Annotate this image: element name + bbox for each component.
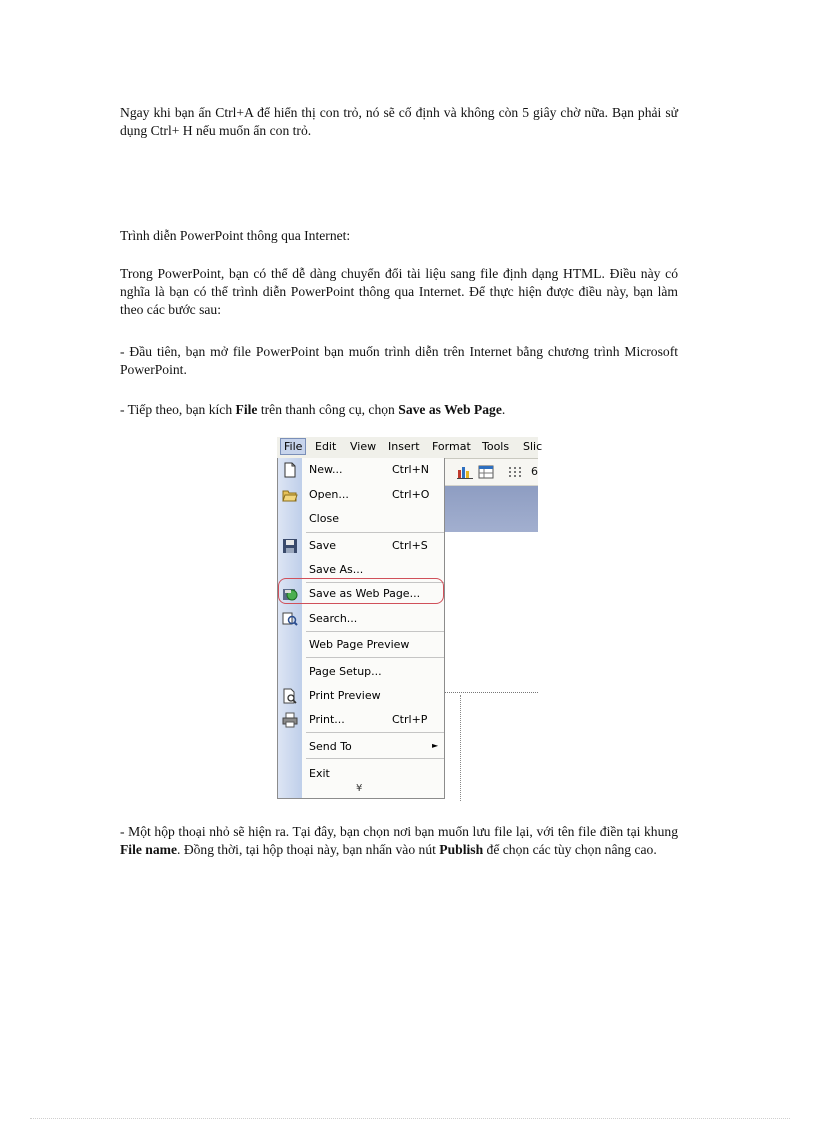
menu-item-save[interactable] [278,535,444,557]
menu-item-label: Open... [309,488,349,501]
slide-placeholder-border [445,692,538,693]
file-menu-screenshot [277,437,543,801]
paragraph-intro: Trong PowerPoint, bạn có thể dễ dàng chuyển đổi tài liệu sang file định dạng HTML. Điều này có nghĩa là bạn có thể trình diễn PowerPoint thông qua Internet. Để thực hiện được điều này, bạn làm theo các bước sau: [120,266,678,317]
menu-item-label: Search... [309,612,358,625]
menu-separator [306,732,444,733]
submenu-arrow-icon: ► [432,741,439,750]
save-as-web-page-highlight [278,578,444,604]
menu-item-web-page-preview[interactable] [278,634,444,656]
print-preview-icon [282,688,298,704]
page-bottom-edge [30,1118,790,1119]
expand-menu-chevron-icon[interactable]: ¥ [356,783,363,794]
menu-item-print-preview[interactable] [278,685,444,707]
menu-edit[interactable]: Edit [315,440,337,453]
menu-item-shortcut: Ctrl+P [392,713,428,726]
printer-icon [282,712,298,728]
menu-item-label: Page Setup... [309,665,382,678]
paragraph-step-2: - Tiếp theo, bạn kích File trên thanh công cụ, chọn Save as Web Page. [120,402,506,417]
menu-format[interactable]: Format [432,440,471,453]
menu-item-search[interactable] [278,608,444,630]
zoom-field[interactable]: 6 [531,465,538,478]
menu-item-new[interactable] [278,459,444,481]
file-menu-dropdown [277,458,445,799]
menu-item-page-setup[interactable] [278,661,444,683]
chart-icon[interactable] [457,465,473,479]
paragraph-step-3: - Một hộp thoại nhỏ sẽ hiện ra. Tại đây, bạn chọn nơi bạn muốn lưu file lại, với tên file điền tại khung File name. Đồng thời, tại hộp thoại này, bạn nhấn vào nút Publish để chọn các tùy chọn nâng cao. [120,824,678,857]
menu-separator [306,758,444,759]
menu-insert[interactable]: Insert [388,440,420,453]
menu-file[interactable]: File [280,438,306,455]
menu-separator [306,657,444,658]
menu-separator [306,631,444,632]
menu-item-shortcut: Ctrl+O [392,488,430,501]
section-heading: Trình diễn PowerPoint thông qua Internet: [120,228,351,243]
menu-item-label: Save as Web Page... [309,587,421,600]
menu-item-open[interactable] [278,484,444,506]
menu-item-label: Print Preview [309,689,381,702]
menu-slide-show[interactable]: Slic [523,440,543,453]
paragraph-step-1: - Đầu tiên, bạn mở file PowerPoint bạn muốn trình diễn trên Internet bằng chương trình Microsoft PowerPoint. [120,344,678,377]
menu-item-label: Save [309,539,337,552]
menu-item-close[interactable] [278,508,444,530]
menu-tools[interactable]: Tools [482,440,510,453]
menu-item-label: Save As... [309,563,364,576]
menu-item-label: New... [309,463,343,476]
menu-view[interactable]: View [350,440,377,453]
menu-item-label: Send To [309,740,352,753]
paragraph-cursor-tip: Ngay khi bạn ấn Ctrl+A để hiển thị con trỏ, nó sẽ cố định và không còn 5 giây chờ nữa. Bạn phải sử dụng Ctrl+ H nếu muốn ẩn con trỏ. [120,105,678,138]
new-document-icon [282,462,298,478]
menu-item-print[interactable] [278,709,444,731]
table-icon[interactable] [478,465,494,479]
menu-item-label: Close [309,512,339,525]
menu-item-send-to[interactable] [278,736,444,758]
grid-icon[interactable] [507,465,523,479]
menu-item-shortcut: Ctrl+S [392,539,428,552]
menu-item-exit[interactable] [278,763,444,785]
menu-separator [306,532,444,533]
menu-item-label: Print... [309,713,345,726]
slide-area-header [445,486,538,532]
open-folder-icon [282,487,298,503]
toolbar [445,459,538,486]
slide-placeholder-edge [460,695,461,801]
search-icon [282,611,298,627]
save-disk-icon [282,538,298,554]
menu-item-label: Exit [309,767,330,780]
menu-item-shortcut: Ctrl+N [392,463,430,476]
menu-item-label: Web Page Preview [309,638,410,651]
menu-bar [277,437,543,459]
